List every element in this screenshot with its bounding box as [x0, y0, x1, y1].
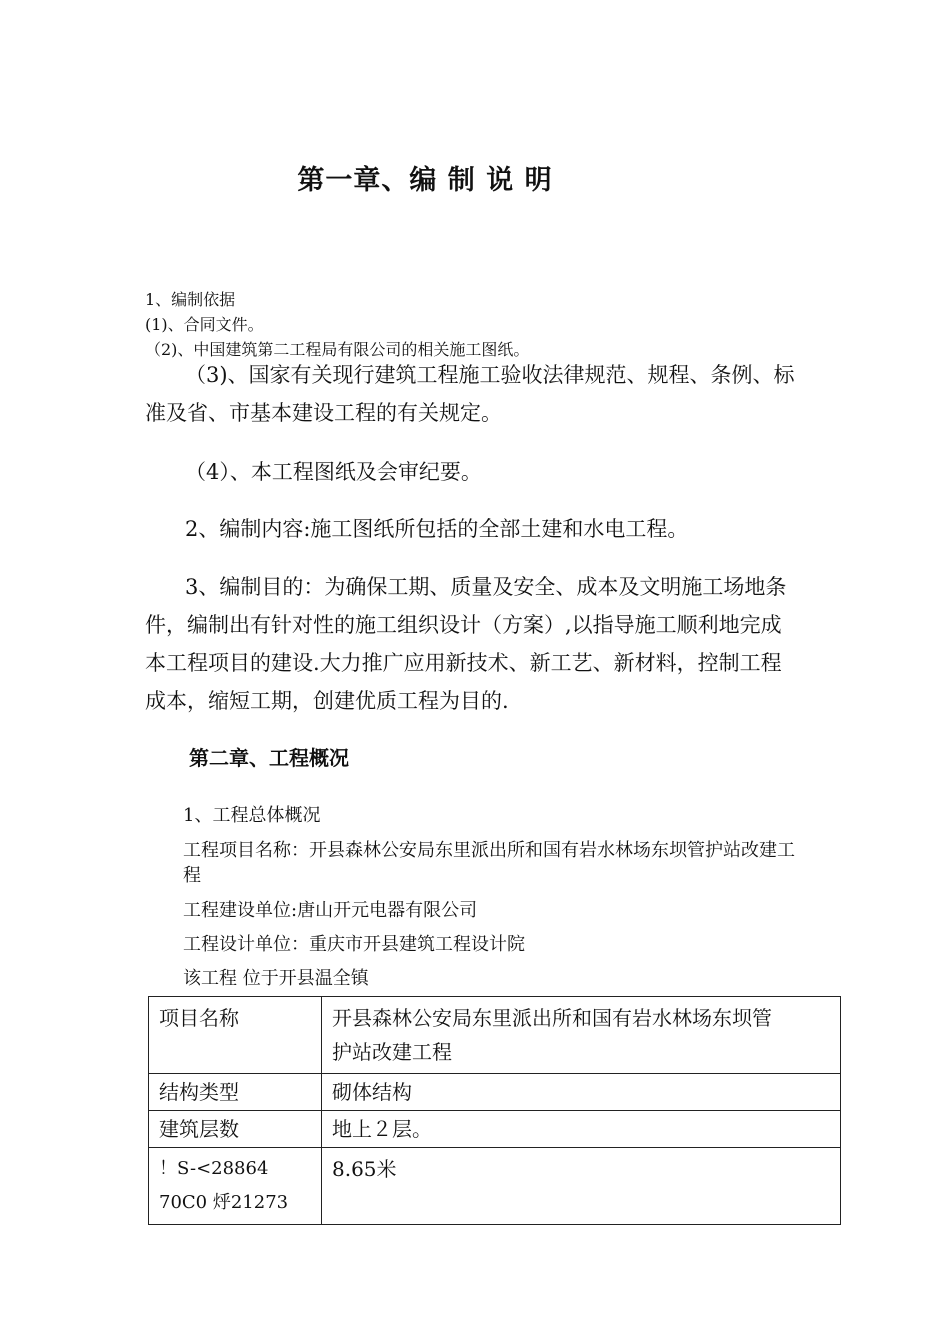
project-location: 该工程 位于开县温全镇 — [183, 968, 369, 989]
designer-unit: 工程设计单位：重庆市开县建筑工程设计院 — [183, 934, 525, 955]
basis-item-1: (1)、合同文件。 — [145, 315, 264, 334]
basis-item-2: （2)、中国建筑第二工程局有限公司的相关施工图纸。 — [145, 340, 530, 359]
purpose-line-3: 本工程项目的建设.大力推广应用新技术、新工艺、新材料，控制工程 — [145, 651, 782, 675]
table-cell-key — [149, 1148, 322, 1225]
project-spec-table — [148, 996, 841, 1225]
purpose-line-4: 成本，缩短工期，创建优质工程为目的. — [145, 689, 509, 713]
table-cell-value: 砌体结构 — [322, 1074, 841, 1111]
table-row — [149, 1148, 841, 1225]
basis-item-4: （4）、本工程图纸及会审纪要。 — [185, 460, 482, 484]
table-cell-value-line: 护站改建工程 — [332, 1040, 452, 1064]
table-cell-value-line: 开县森林公安局东里派出所和国有岩水林场东坝管 — [332, 1006, 772, 1030]
table-row — [149, 1111, 841, 1148]
project-name-line-2: 程 — [183, 865, 201, 886]
builder-unit: 工程建设单位:唐山开元电器有限公司 — [183, 900, 478, 921]
table-cell-value: 8.65米 — [322, 1148, 841, 1225]
purpose-line-2: 件，编制出有针对性的施工组织设计（方案）,以指导施工顺利地完成 — [145, 613, 782, 637]
overview-heading: 1、工程总体概况 — [183, 805, 321, 826]
basis-item-3-line-1: （3)、国家有关现行建筑工程施工验收法律规范、规程、条例、标 — [185, 363, 795, 387]
table-cell-key: 建筑层数 — [149, 1111, 322, 1148]
purpose-line-1: 3、编制目的：为确保工期、质量及安全、成本及文明施工场地条 — [185, 575, 787, 599]
table-cell-key-line: ！S-<28864 — [159, 1158, 269, 1179]
table-row — [149, 1074, 841, 1111]
chapter2-title: 第二章、工程概况 — [189, 746, 349, 770]
table-cell-key: 结构类型 — [149, 1074, 322, 1111]
compile-content: 2、编制内容:施工图纸所包括的全部土建和水电工程。 — [185, 517, 689, 541]
chapter1-title: 第一章、编 制 说 明 — [297, 165, 553, 196]
table-cell-value: 地上２层。 — [322, 1111, 841, 1148]
table-cell-key-line: 70C0 烀21273 — [159, 1192, 289, 1213]
table-row — [149, 997, 841, 1074]
basis-item-3-line-2: 准及省、市基本建设工程的有关规定。 — [145, 401, 502, 425]
basis-heading: 1、编制依据 — [145, 290, 236, 309]
table-cell-value — [322, 997, 841, 1074]
table-cell-key: 项目名称 — [149, 997, 322, 1074]
project-name-line-1: 工程项目名称：开县森林公安局东里派出所和国有岩水林场东坝管护站改建工 — [183, 840, 795, 861]
